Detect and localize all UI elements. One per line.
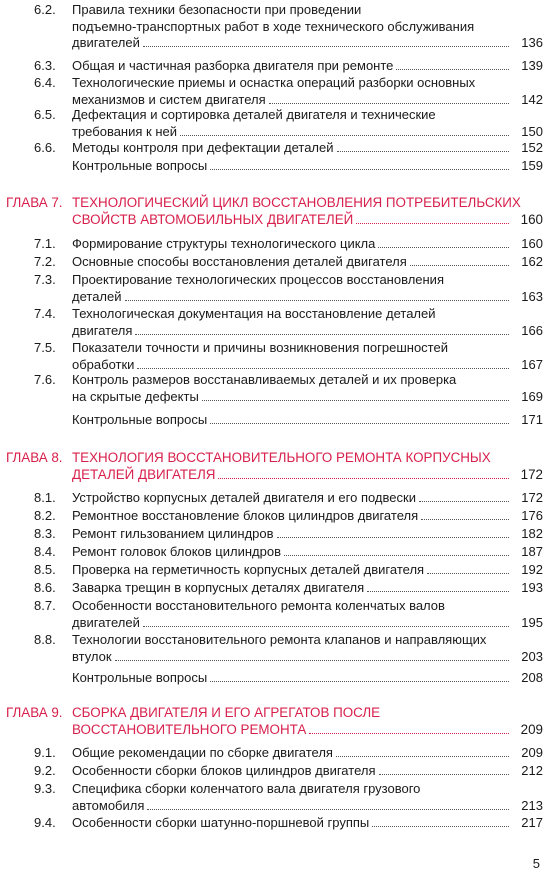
toc-leader-dots — [419, 490, 509, 502]
toc-entry-title-line: Технологическая документация на восстановление деталей — [72, 306, 436, 321]
toc-entry-title-line: механизмов и систем двигателя — [72, 91, 266, 107]
toc-entry-page: 212 — [521, 763, 543, 778]
toc-entry — [0, 140, 549, 157]
toc-leader-dots — [135, 323, 509, 335]
toc-entry-page: 136 — [521, 35, 543, 50]
toc-entry-number: 7.6. — [34, 372, 56, 387]
toc-entry-number: 9.2. — [34, 763, 56, 778]
toc-entry-number: 7.3. — [34, 272, 56, 287]
toc-entry — [0, 815, 549, 832]
toc-entry-number: 7.1. — [34, 236, 56, 251]
toc-entry-number: 8.7. — [34, 598, 56, 613]
toc-leader-dots — [269, 92, 509, 104]
toc-leader-dots — [147, 798, 509, 810]
toc-entry-number: 6.3. — [34, 58, 56, 73]
toc-entry-page: 172 — [520, 466, 543, 482]
toc-entry-title-line: Технологические приемы и оснастка операций разборки основных — [72, 75, 476, 90]
toc-entry-page: 162 — [521, 254, 543, 269]
toc-entry-number: 9.1. — [34, 745, 56, 760]
toc-entry-number: ГЛАВА 8. — [6, 450, 63, 465]
toc-entry — [0, 763, 549, 780]
toc-leader-dots — [210, 670, 509, 682]
toc-entry — [0, 306, 549, 339]
toc-entry — [0, 781, 549, 814]
toc-leader-dots — [115, 649, 509, 661]
toc-leader-dots — [410, 254, 509, 266]
toc-entry-number: 8.6. — [34, 580, 56, 595]
toc-entry-page: 192 — [521, 562, 543, 577]
toc-entry-title-line: ДЕТАЛЕЙ ДВИГАТЕЛЯ — [72, 466, 216, 482]
toc-entry-title-line: Общая и частичная разборка двигателя при ремонте — [72, 58, 394, 73]
toc-entry-title-line: Специфика сборки коленчатого вала двигателя грузового — [72, 781, 421, 796]
toc-entry-title-line: ТЕХНОЛОГИЯ ВОССТАНОВИТЕЛЬНОГО РЕМОНТА КОРПУСНЫХ — [72, 450, 491, 465]
toc-entry-page: 209 — [521, 745, 543, 760]
toc-entry-number: 6.2. — [34, 2, 56, 17]
toc-entry — [0, 236, 549, 253]
toc-entry-title-line: Основные способы восстановления деталей двигателя — [72, 254, 407, 269]
toc-leader-dots — [143, 35, 509, 47]
toc-entry — [0, 340, 549, 373]
toc-entry — [0, 158, 549, 175]
toc-entry-title-line: Особенности сборки блоков цилиндров двигателя — [72, 763, 376, 778]
toc-leader-dots — [427, 562, 509, 574]
toc-entry-page: 169 — [521, 388, 543, 404]
toc-leader-dots — [284, 544, 509, 556]
toc-entry-title-line: ТЕХНОЛОГИЧЕСКИЙ ЦИКЛ ВОССТАНОВЛЕНИЯ ПОТРЕБИТЕЛЬСКИХ — [72, 195, 521, 210]
toc-entry-title-line: Показатели точности и причины возникновения погрешностей — [72, 340, 448, 355]
toc-entry-page: 208 — [521, 670, 543, 685]
toc-entry-title-line: Контрольные вопросы — [72, 158, 208, 173]
toc-entry-page: 167 — [521, 356, 543, 372]
toc-leader-dots — [372, 815, 509, 827]
toc-entry-title-line: автомобиля — [72, 797, 145, 813]
toc-entry-title-line: Заварка трещин в корпусных деталях двигателя — [72, 580, 365, 595]
toc-entry-number: 8.1. — [34, 490, 56, 505]
toc-entry — [0, 75, 549, 108]
toc-entry-number: 9.3. — [34, 781, 56, 796]
toc-entry-number: 9.4. — [34, 815, 56, 830]
toc-entry-page: 213 — [521, 797, 543, 813]
toc-entry-number: 6.5. — [34, 107, 56, 122]
toc-entry — [0, 670, 549, 687]
toc-entry — [0, 107, 549, 140]
toc-entry-number: 7.5. — [34, 340, 56, 355]
toc-entry-title-line: подъемно-транспортных работ в ходе технического обслуживания — [72, 18, 475, 34]
toc-entry-number: 6.4. — [34, 75, 56, 90]
toc-entry-number: 6.6. — [34, 140, 56, 155]
toc-entry — [0, 544, 549, 561]
toc-leader-dots — [367, 580, 509, 592]
toc-entry — [0, 58, 549, 75]
toc-entry-title-line: Проектирование технологических процессов восстановления — [72, 272, 444, 287]
toc-entry-title-line: Ремонт головок блоков цилиндров — [72, 544, 281, 559]
toc-entry-title-line: Общие рекомендации по сборке двигателя — [72, 745, 333, 760]
toc-entry-page: 187 — [521, 544, 543, 559]
toc-entry-page: 172 — [521, 490, 543, 505]
toc-entry-page: 163 — [521, 288, 543, 304]
toc-entry — [0, 490, 549, 507]
toc-entry-page: 159 — [521, 158, 543, 173]
toc-entry-page: 217 — [521, 815, 543, 830]
toc-leader-dots — [143, 615, 509, 627]
toc-entry-title-line: Контроль размеров восстанавливаемых деталей и их проверка — [72, 372, 457, 387]
toc-leader-dots — [378, 236, 509, 248]
toc-leader-dots — [309, 722, 509, 734]
toc-entry-title-line: Методы контроля при дефектации деталей — [72, 140, 334, 155]
toc-entry — [0, 526, 549, 543]
toc-leader-dots — [396, 58, 509, 70]
toc-entry-title-line: ВОССТАНОВИТЕЛЬНОГО РЕМОНТА — [72, 721, 307, 737]
toc-entry-page: 195 — [521, 614, 543, 630]
toc-leader-dots — [277, 526, 509, 538]
toc-entry-page: 209 — [520, 721, 543, 737]
toc-entry — [0, 562, 549, 579]
page-number: 5 — [532, 856, 540, 871]
toc-chapter — [0, 450, 549, 483]
toc-entry-title-line: деталей — [72, 288, 122, 304]
toc-entry-title-line: Ремонтное восстановление блоков цилиндров двигателя — [72, 508, 419, 523]
toc-entry-page: 166 — [521, 322, 543, 338]
toc-leader-dots — [180, 124, 509, 136]
toc-entry-page: 150 — [521, 123, 543, 139]
toc-leader-dots — [218, 467, 509, 479]
toc-entry — [0, 2, 549, 52]
toc-leader-dots — [137, 357, 509, 369]
toc-entry-title-line: обработки — [72, 356, 135, 372]
toc-leader-dots — [125, 289, 510, 301]
toc-leader-dots — [337, 140, 509, 152]
toc-leader-dots — [210, 412, 509, 424]
toc-entry-number: 7.4. — [34, 306, 56, 321]
toc-entry-title-line: втулок — [72, 648, 112, 664]
toc-leader-dots — [421, 508, 509, 520]
toc-entry-page: 171 — [521, 412, 543, 427]
toc-entry-page: 160 — [521, 236, 543, 251]
toc-entry-title-line: СБОРКА ДВИГАТЕЛЯ И ЕГО АГРЕГАТОВ ПОСЛЕ — [72, 705, 381, 720]
toc-entry-title-line: двигателя — [72, 322, 133, 338]
toc-entry-number: 8.3. — [34, 526, 56, 541]
toc-entry-number: ГЛАВА 9. — [6, 705, 63, 720]
toc-entry-page: 203 — [521, 648, 543, 664]
toc-entry — [0, 580, 549, 597]
toc-entry-title-line: Правила техники безопасности при проведении — [72, 2, 362, 17]
toc-entry-title-line: Формирование структуры технологического цикла — [72, 236, 376, 251]
toc-entry-page: 160 — [520, 211, 543, 227]
toc-entry — [0, 508, 549, 525]
toc-entry-title-line: Ремонт гильзованием цилиндров — [72, 526, 274, 541]
toc-leader-dots — [202, 389, 509, 401]
toc-entry-page: 193 — [521, 580, 543, 595]
toc-entry-title-line: требования к ней — [72, 123, 177, 139]
toc-entry-number: 8.2. — [34, 508, 56, 523]
toc-entry-page: 142 — [521, 91, 543, 107]
toc-entry-title-line: Устройство корпусных деталей двигателя и его подвески — [72, 490, 416, 505]
toc-entry — [0, 745, 549, 762]
toc-entry-number: 7.2. — [34, 254, 56, 269]
toc-entry-title-line: Особенности восстановительного ремонта коленчатых валов — [72, 598, 445, 613]
toc-leader-dots — [336, 745, 509, 757]
toc-entry-title-line: СВОЙСТВ АВТОМОБИЛЬНЫХ ДВИГАТЕЛЕЙ — [72, 211, 354, 227]
toc-chapter — [0, 195, 549, 228]
toc-entry — [0, 254, 549, 271]
toc-entry-title-line: Контрольные вопросы — [72, 670, 208, 685]
toc-leader-dots — [210, 158, 509, 170]
toc-entry-number: 8.8. — [34, 632, 56, 647]
toc-entry-title-line: Особенности сборки шатунно-поршневой группы — [72, 815, 370, 830]
toc-leader-dots — [379, 763, 510, 775]
toc-entry-page: 152 — [521, 140, 543, 155]
toc-entry-title-line: Контрольные вопросы — [72, 412, 208, 427]
toc-entry-page: 182 — [521, 526, 543, 541]
toc-entry — [0, 598, 549, 631]
toc-entry-title-line: двигателей — [72, 35, 140, 50]
toc-entry-number: 8.5. — [34, 562, 56, 577]
toc-entry-number: 8.4. — [34, 544, 56, 559]
toc-entry — [0, 412, 549, 429]
toc-entry-title-line: на скрытые дефекты — [72, 388, 199, 404]
toc-chapter — [0, 705, 549, 738]
toc-entry-page: 139 — [521, 58, 543, 73]
toc-entry-page: 176 — [521, 508, 543, 523]
toc-entry-title-line: Технологии восстановительного ремонта клапанов и направляющих — [72, 632, 487, 647]
toc-entry — [0, 632, 549, 665]
toc-entry — [0, 272, 549, 305]
toc-leader-dots — [356, 212, 509, 224]
toc-entry-title-line: Проверка на герметичность корпусных деталей двигателя — [72, 562, 425, 577]
toc-entry-number: ГЛАВА 7. — [6, 195, 63, 210]
toc-entry-title-line: двигателей — [72, 614, 140, 630]
toc-entry-title-line: Дефектация и сортировка деталей двигателя и технические — [72, 107, 436, 122]
toc-entry — [0, 372, 549, 405]
